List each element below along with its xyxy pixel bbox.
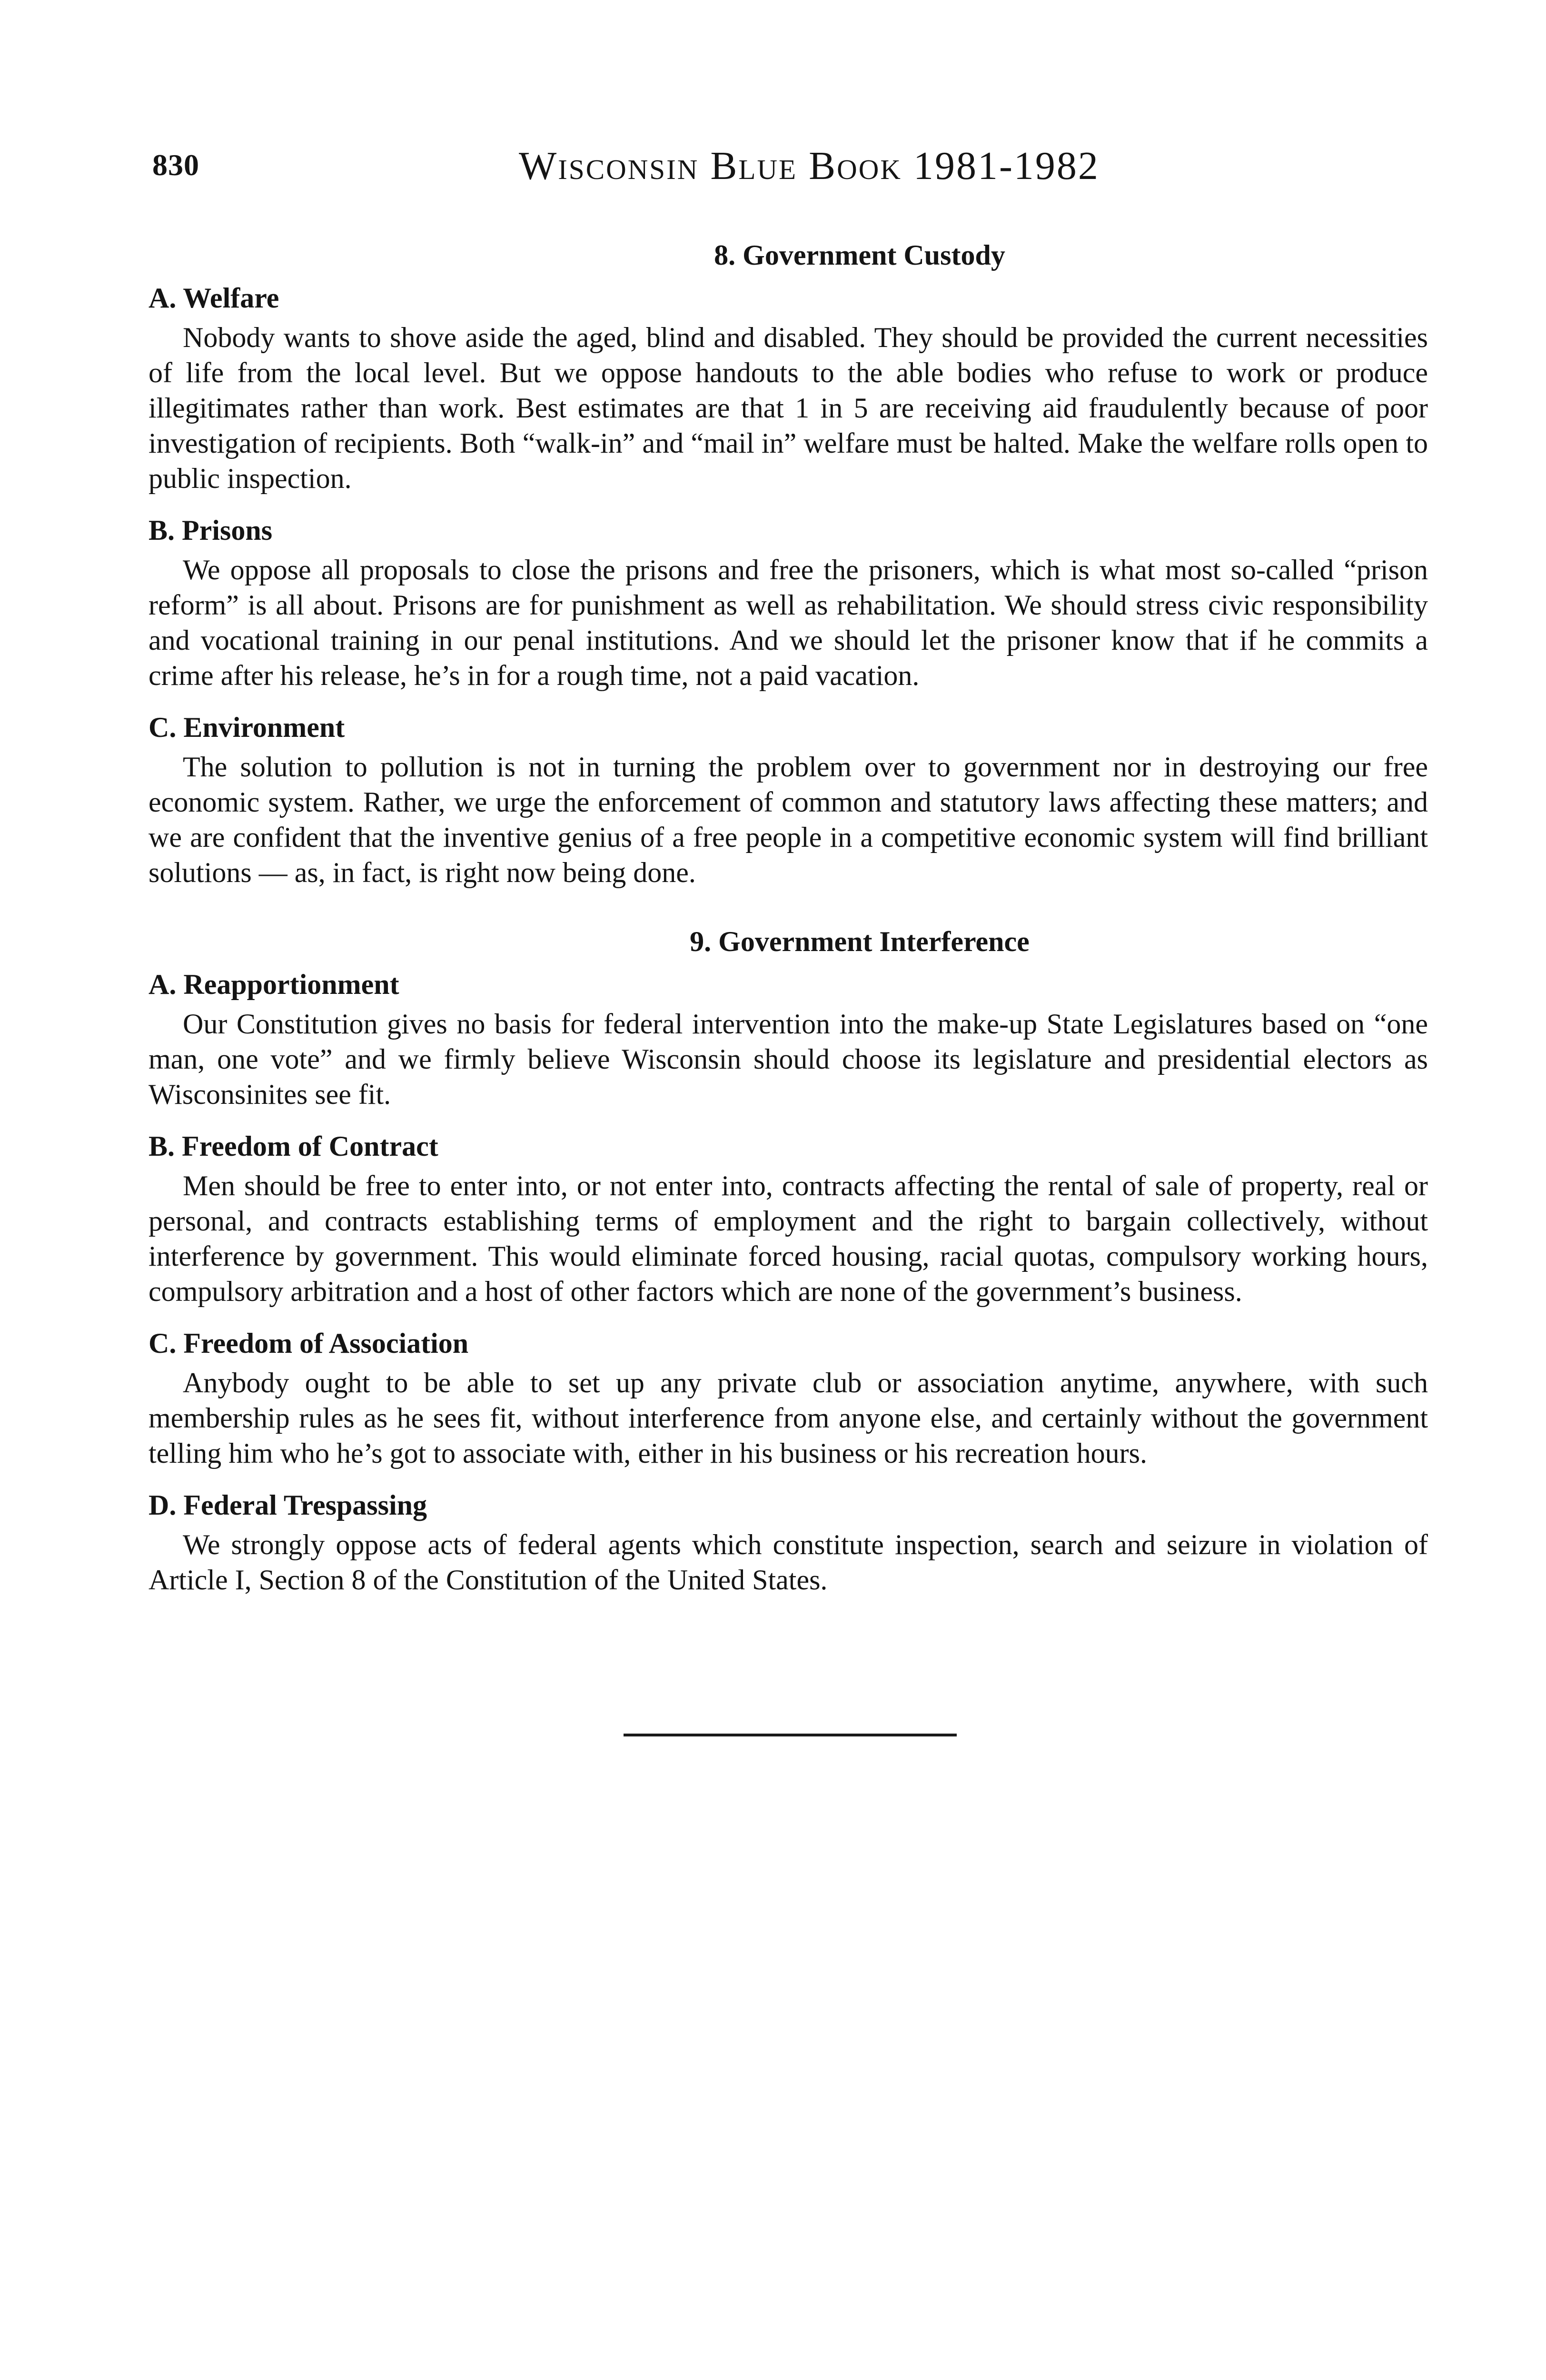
subsection-freedom-of-contract [149,1129,1428,1309]
subsection-paragraph: Nobody wants to shove aside the aged, blind and disabled. They should be provided the current necessities of life from the local level. But we oppose handouts to the able bodies who refuse to work or produce illegitimates rather than work. Best estimates are that 1 in 5 are receiving aid fraudulently because of poor investigation of recipients. Both “walk-in” and “mail in” welfare must be halted. Make the welfare rolls open to public inspection. [149,322,1428,494]
subsection-federal-trespassing [149,1488,1428,1597]
subsection-heading: D. Federal Trespassing [149,1489,427,1521]
section-title: 9. Government Interference [690,926,1030,957]
running-title: Wisconsin Blue Book 1981-1982 [519,144,1100,188]
subsection-paragraph: Anybody ought to be able to set up any private club or association anytime, anywhere, with such membership rules as he sees fit, without interference from anyone else, and certainly without the government telling him who he’s got to associate with, either in his business or his recreation hours. [149,1367,1428,1469]
subsection-reapportionment [149,967,1428,1112]
subsection-heading: A. Welfare [149,282,279,314]
subsection-paragraph: The solution to pollution is not in turning the problem over to government nor in destroying our free economic system. Rather, we urge the enforcement of common and statutory laws affecting these matters; and we are confident that the inventive genius of a free people in a competitive economic system will find brilliant solutions — as, in fact, is right now being done. [149,751,1428,888]
section-title: 8. Government Custody [714,239,1005,271]
end-rule-divider [624,1734,957,1736]
subsection-heading: B. Freedom of Contract [149,1130,438,1162]
page-number: 830 [152,148,199,182]
subsection-environment [149,710,1428,890]
page-content [149,238,1428,1615]
section-government-custody [149,238,1428,890]
subsection-paragraph: We oppose all proposals to close the prisons and free the prisoners, which is what most so-called “prison reform” is all about. Prisons are for punishment as well as rehabilitation. We should stress civic responsibility and vocational training in our penal institutions. And we should let the prisoner know that if he commits a crime after his release, he’s in for a rough time, not a paid vacation. [149,554,1428,691]
subsection-heading: C. Environment [149,712,345,743]
subsection-paragraph: We strongly oppose acts of federal agents which constitute inspection, search and seizure in violation of Article I, Section 8 of the Constitution of the United States. [149,1529,1428,1596]
subsection-prisons [149,513,1428,693]
subsection-paragraph: Men should be free to enter into, or not enter into, contracts affecting the rental of sale of property, real or personal, and contracts establishing terms of employment and the right to bargain collectively, without interference by government. This would eliminate forced housing, racial quotas, compulsory working hours, compulsory arbitration and a host of other factors which are none of the government’s business. [149,1170,1428,1307]
subsection-heading: B. Prisons [149,515,273,546]
subsection-heading: A. Reapportionment [149,969,399,1000]
section-government-interference [149,924,1428,1597]
subsection-welfare [149,281,1428,496]
subsection-paragraph: Our Constitution gives no basis for federal intervention into the make-up State Legislatures based on “one man, one vote” and we firmly believe Wisconsin should choose its legislature and presidential electors as Wisconsinites see fit. [149,1008,1428,1110]
page-header [152,143,1428,200]
subsection-heading: C. Freedom of Association [149,1328,469,1359]
subsection-freedom-of-association [149,1326,1428,1471]
